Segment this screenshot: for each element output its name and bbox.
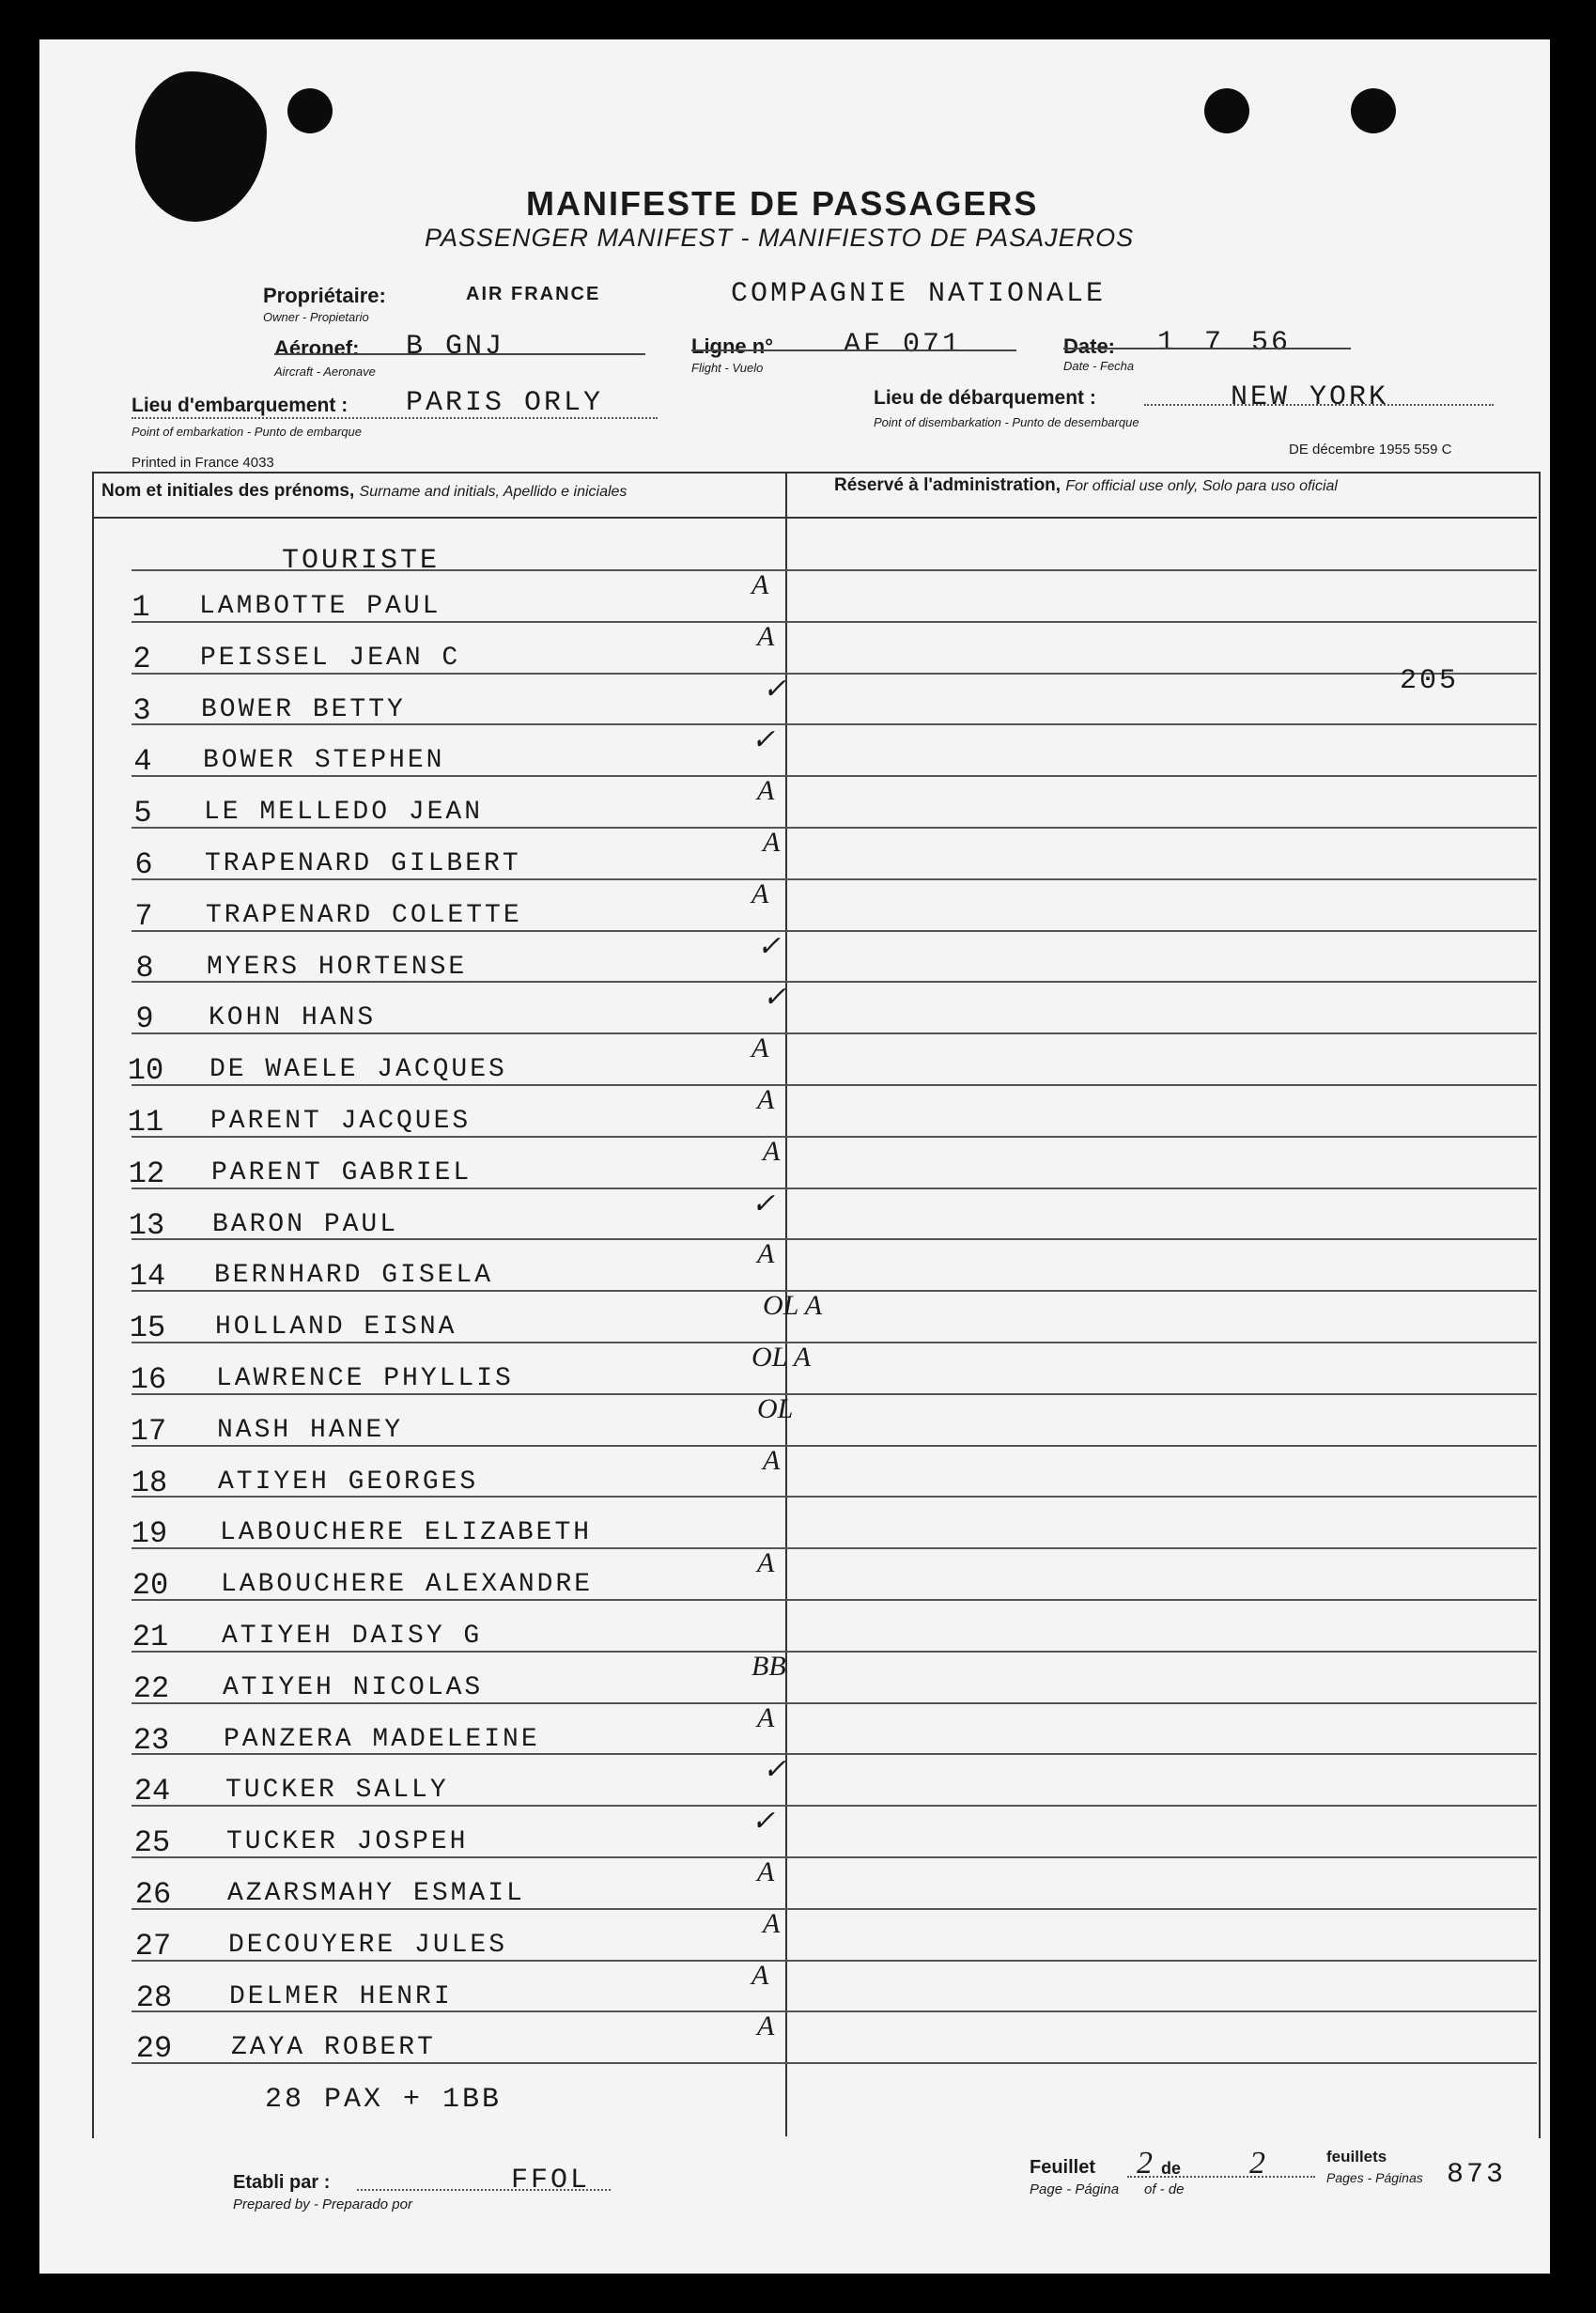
passenger-check-mark: A <box>757 1856 775 1887</box>
passenger-number: 21 <box>132 1620 169 1654</box>
passenger-number: 7 <box>134 899 153 934</box>
passenger-check-mark: A <box>757 1702 775 1733</box>
embarkation-label: Lieu d'embarquement : <box>132 395 349 416</box>
punch-hole-center-right <box>1204 88 1249 133</box>
embarkation-line <box>132 417 658 419</box>
passenger-check-mark: A <box>763 1445 781 1476</box>
passenger-number: 15 <box>129 1311 166 1345</box>
printed-note: Printed in France 4033 <box>132 455 274 471</box>
passenger-check-mark: OL A <box>763 1290 823 1321</box>
disembarkation-line <box>1144 404 1494 406</box>
prepared-sub: Prepared by - Preparado por <box>233 2197 412 2212</box>
passenger-number: 24 <box>133 1774 171 1808</box>
sheet-line <box>1127 2176 1315 2178</box>
class-heading: TOURISTE <box>282 545 441 577</box>
passenger-name: PANZERA MADELEINE <box>224 1725 540 1754</box>
row-rule <box>132 1960 1537 1962</box>
passenger-number: 5 <box>133 796 152 831</box>
aircraft-label: Aéronef: <box>274 336 360 360</box>
passenger-name: TUCKER SALLY <box>225 1776 449 1805</box>
owner-typed-value: COMPAGNIE NATIONALE <box>731 278 1107 310</box>
row-rule <box>132 621 1537 623</box>
passenger-number: 1 <box>132 590 150 625</box>
row-rule <box>132 1651 1537 1653</box>
form-code: DE décembre 1955 559 C <box>1289 442 1452 458</box>
aircraft-value: B GNJ <box>406 331 505 363</box>
passenger-check-mark: ✓ <box>763 982 787 1013</box>
passenger-number: 20 <box>132 1568 169 1603</box>
passenger-number: 27 <box>134 1929 172 1964</box>
passenger-name: KOHN HANS <box>209 1003 377 1032</box>
passenger-name: HOLLAND EISNA <box>215 1312 457 1342</box>
passenger-check-mark: A <box>752 1032 769 1063</box>
passenger-check-mark: A <box>757 621 775 652</box>
passenger-name: ATIYEH DAISY G <box>222 1622 483 1651</box>
passenger-check-mark: A <box>757 1238 775 1269</box>
row-rule <box>132 1084 1537 1086</box>
passenger-name: LE MELLEDO JEAN <box>204 798 484 827</box>
row-rule <box>132 1393 1537 1395</box>
passenger-name: BOWER BETTY <box>201 695 406 724</box>
row-rule <box>132 775 1537 777</box>
passenger-name: TRAPENARD GILBERT <box>205 849 521 878</box>
total-line: 28 PAX + 1BB <box>265 2084 503 2116</box>
passenger-check-mark: ✓ <box>763 1754 787 1785</box>
aircraft-strike <box>274 353 645 355</box>
passenger-number: 23 <box>132 1723 170 1758</box>
passenger-number: 9 <box>135 1001 154 1036</box>
column-head-right-italic: For official use only, Solo para uso oficial <box>1065 478 1338 494</box>
passenger-name: ZAYA ROBERT <box>231 2033 436 2062</box>
date-sub: Date - Fecha <box>1063 359 1135 373</box>
side-number: 205 <box>1400 665 1460 697</box>
passenger-name: MYERS HORTENSE <box>207 953 468 982</box>
date-strike <box>1063 348 1351 349</box>
passenger-check-mark: ✓ <box>763 674 787 705</box>
manifest-title: MANIFESTE DE PASSAGERS <box>526 184 1039 223</box>
passenger-check-mark: ✓ <box>752 1188 776 1219</box>
passenger-check-mark: OL A <box>752 1342 812 1373</box>
passenger-name: PEISSEL JEAN C <box>200 644 461 673</box>
passenger-number: 3 <box>132 693 151 728</box>
row-rule <box>132 673 1537 675</box>
passenger-name: LABOUCHERE ALEXANDRE <box>221 1570 594 1599</box>
passenger-check-mark: A <box>752 878 769 909</box>
passenger-name: DELMER HENRI <box>229 1982 453 2011</box>
row-rule <box>132 930 1537 932</box>
column-head-left <box>101 481 627 502</box>
passenger-name: LABOUCHERE ELIZABETH <box>220 1518 593 1547</box>
header-rule <box>92 517 1537 519</box>
passenger-check-mark: BB <box>752 1651 786 1682</box>
embarkation-sub: Point of embarkation - Punto de embarque <box>132 425 362 439</box>
column-head-right-main: Réservé à l'administration, <box>834 475 1061 495</box>
column-head-right <box>834 475 1338 496</box>
passenger-number: 17 <box>130 1414 167 1449</box>
passenger-name: BARON PAUL <box>212 1210 399 1239</box>
flight-label: Ligne n° <box>691 334 774 358</box>
row-rule <box>132 1445 1537 1447</box>
row-rule <box>132 1290 1537 1292</box>
column-head-left-main: Nom et initiales des prénoms, <box>101 481 355 501</box>
aircraft-sub: Aircraft - Aeronave <box>274 365 376 379</box>
passenger-number: 25 <box>133 1825 171 1860</box>
passenger-number: 29 <box>135 2031 173 2066</box>
passenger-name: DE WAELE JACQUES <box>209 1055 507 1084</box>
passenger-number: 6 <box>134 847 153 882</box>
row-rule <box>132 827 1537 829</box>
owner-sub: Owner - Propietario <box>263 310 369 324</box>
passenger-number: 10 <box>127 1053 164 1088</box>
sheet-sub: Page - Página <box>1030 2181 1120 2197</box>
sheet-label-right: feuillets <box>1326 2148 1387 2166</box>
owner-label: Propriétaire: <box>263 284 386 307</box>
passenger-name: DECOUYERE JULES <box>228 1931 508 1960</box>
punch-hole-right <box>1351 88 1396 133</box>
passenger-number: 16 <box>130 1362 167 1397</box>
passenger-check-mark: A <box>752 569 769 600</box>
passenger-number: 12 <box>128 1156 165 1191</box>
disembarkation-sub: Point of disembarkation - Punto de desembarque <box>874 415 1139 429</box>
row-rule <box>132 1805 1537 1807</box>
passenger-name: AZARSMAHY ESMAIL <box>227 1879 525 1908</box>
passenger-number: 19 <box>131 1516 168 1551</box>
prepared-label: Etabli par : <box>233 2172 331 2193</box>
sheet-of: of - de <box>1144 2181 1185 2197</box>
owner-printed-value: AIR FRANCE <box>466 284 601 304</box>
passenger-number: 13 <box>128 1208 165 1243</box>
row-rule <box>132 1188 1537 1189</box>
passenger-number: 8 <box>135 951 154 986</box>
passenger-name: TUCKER JOSPEH <box>226 1827 469 1856</box>
sheet-sub-right: Pages - Páginas <box>1326 2170 1423 2185</box>
sheet-label: Feuillet <box>1030 2157 1096 2178</box>
row-rule <box>132 1032 1537 1034</box>
passenger-check-mark: A <box>763 1908 781 1939</box>
passenger-name: PARENT GABRIEL <box>211 1158 473 1188</box>
prepared-value: FFOL <box>511 2165 591 2197</box>
disembarkation-value: NEW YORK <box>1231 381 1389 413</box>
passenger-name: BERNHARD GISELA <box>214 1261 494 1290</box>
passenger-name: PARENT JACQUES <box>210 1107 472 1136</box>
passenger-check-mark: A <box>757 1547 775 1578</box>
flight-value: AF 071 <box>844 329 963 361</box>
passenger-check-mark: A <box>757 775 775 806</box>
passenger-number: 11 <box>127 1105 164 1140</box>
ink-blot <box>135 71 267 222</box>
passenger-check-mark: A <box>752 1960 769 1991</box>
stamp-number: 873 <box>1447 2159 1507 2191</box>
passenger-check-mark: ✓ <box>752 724 776 755</box>
disembarkation-label: Lieu de débarquement : <box>874 387 1096 409</box>
row-rule <box>132 1702 1537 1704</box>
passenger-name: LAWRENCE PHYLLIS <box>216 1364 514 1393</box>
passenger-number: 22 <box>132 1671 170 1706</box>
passenger-check-mark: A <box>763 827 781 858</box>
row-rule <box>132 1599 1537 1601</box>
row-rule <box>132 1547 1537 1549</box>
punch-hole-left <box>287 88 333 133</box>
manifest-subtitle: PASSENGER MANIFEST - MANIFIESTO DE PASAJEROS <box>425 224 1135 252</box>
passenger-number: 28 <box>135 1980 173 2015</box>
passenger-name: TRAPENARD COLETTE <box>206 901 522 930</box>
row-rule <box>132 1908 1537 1910</box>
passenger-number: 4 <box>133 744 152 779</box>
sheet-de: de <box>1161 2159 1182 2178</box>
passenger-name: NASH HANEY <box>217 1416 404 1445</box>
passenger-number: 18 <box>131 1466 168 1500</box>
passenger-check-mark: ✓ <box>757 931 782 962</box>
passenger-number: 14 <box>129 1259 166 1294</box>
column-head-left-italic: Surname and initials, Apellido e iniciales <box>359 484 628 500</box>
row-rule <box>132 2062 1537 2064</box>
passenger-name: BOWER STEPHEN <box>203 746 445 775</box>
passenger-number: 26 <box>134 1877 172 1912</box>
row-rule <box>132 1856 1537 1858</box>
date-label: Date: <box>1063 334 1116 358</box>
passenger-check-mark: ✓ <box>752 1806 776 1837</box>
passenger-check-mark: A <box>757 2010 775 2041</box>
sheet-total: 2 <box>1249 2146 1265 2181</box>
passenger-check-mark: A <box>763 1136 781 1167</box>
embarkation-value: PARIS ORLY <box>406 387 604 419</box>
row-rule <box>132 878 1537 880</box>
row-rule <box>132 1136 1537 1138</box>
passenger-check-mark: OL <box>757 1393 794 1424</box>
flight-sub: Flight - Vuelo <box>691 361 764 375</box>
passenger-number: 2 <box>132 642 151 676</box>
flight-strike <box>691 349 1016 351</box>
date-value: 1 7 56 <box>1157 327 1292 359</box>
sheet-value: 2 <box>1137 2146 1153 2181</box>
row-rule <box>132 1342 1537 1343</box>
passenger-name: ATIYEH GEORGES <box>218 1467 479 1497</box>
passenger-name: ATIYEH NICOLAS <box>223 1673 484 1702</box>
passenger-name: LAMBOTTE PAUL <box>199 592 442 621</box>
passenger-check-mark: A <box>757 1084 775 1115</box>
